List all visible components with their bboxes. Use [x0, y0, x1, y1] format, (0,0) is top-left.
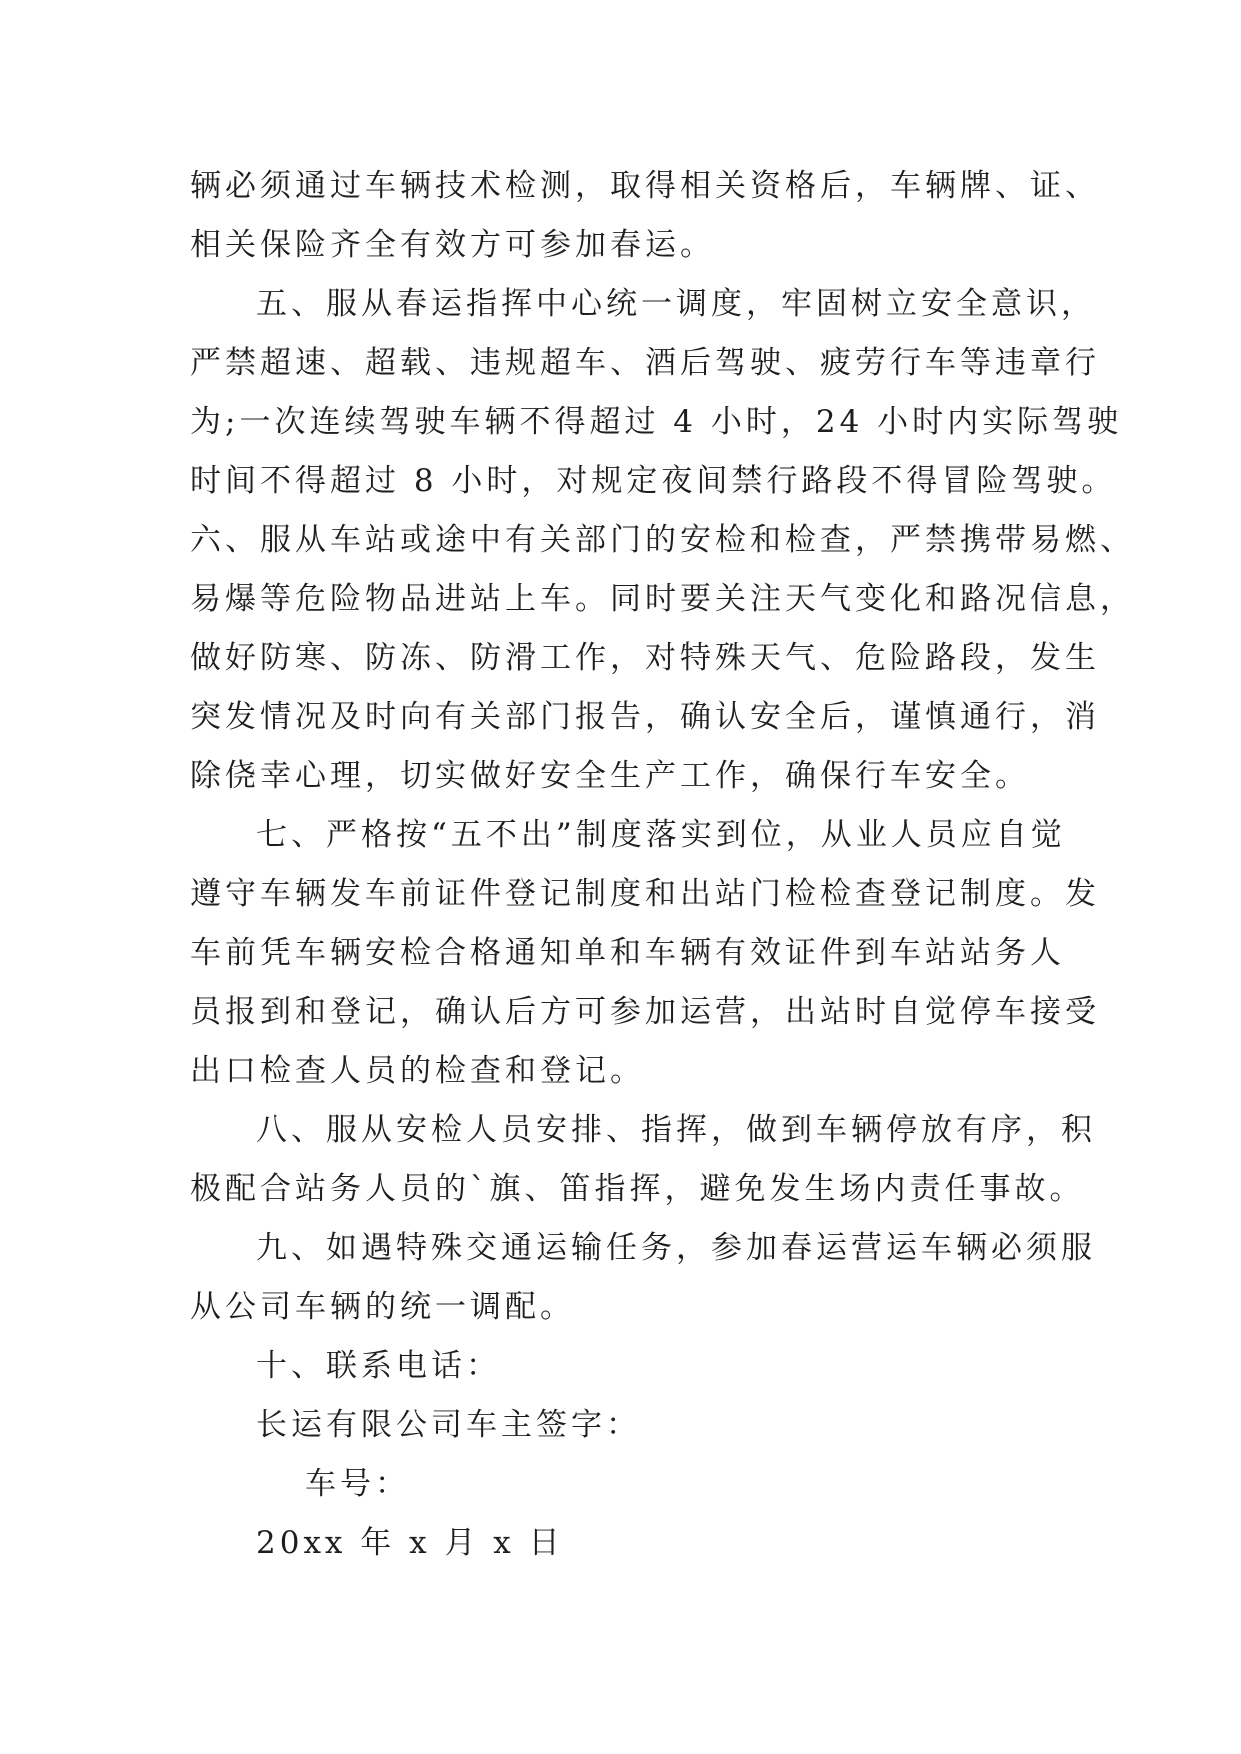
text-line: 六、服从车站或途中有关部门的安检和检查，严禁携带易燃、: [190, 522, 1135, 558]
text-line: 严禁超速、超载、违规超车、酒后驾驶、疲劳行车等违章行: [190, 345, 1100, 381]
text-line: 为;一次连续驾驶车辆不得超过 4 小时，24 小时内实际驾驶: [190, 404, 1123, 440]
text-line: 七、严格按“五不出”制度落实到位，从业人员应自觉: [256, 817, 1066, 853]
text-line: 员报到和登记，确认后方可参加运营，出站时自觉停车接受: [190, 994, 1100, 1030]
text-line: 五、服从春运指挥中心统一调度，牢固树立安全意识，: [256, 286, 1096, 322]
text-line: 九、如遇特殊交通运输任务，参加春运营运车辆必须服: [256, 1230, 1096, 1266]
document-body: [190, 157, 1135, 1573]
text-line: 20xx 年 x 月 x 日: [256, 1525, 564, 1561]
text-line: 遵守车辆发车前证件登记制度和出站门检检查登记制度。发: [190, 876, 1100, 912]
text-line: 长运有限公司车主签字：: [256, 1407, 641, 1443]
text-line: 八、服从安检人员安排、指挥，做到车辆停放有序，积: [256, 1112, 1096, 1148]
text-line: 极配合站务人员的`旗、笛指挥，避免发生场内责任事故。: [190, 1171, 1085, 1207]
text-line: 突发情况及时向有关部门报告，确认安全后，谨慎通行，消: [190, 699, 1100, 735]
text-line: 车号：: [305, 1466, 410, 1502]
text-line: 相关保险齐全有效方可参加春运。: [190, 227, 715, 263]
text-line: 出口检查人员的检查和登记。: [190, 1053, 645, 1089]
text-line: 车前凭车辆安检合格通知单和车辆有效证件到车站站务人: [190, 935, 1065, 971]
text-line: 做好防寒、防冻、防滑工作，对特殊天气、危险路段，发生: [190, 640, 1100, 676]
text-line: 易爆等危险物品进站上车。同时要关注天气变化和路况信息，: [190, 581, 1135, 617]
text-line: 十、联系电话：: [256, 1348, 501, 1384]
text-line: 除侥幸心理，切实做好安全生产工作，确保行车安全。: [190, 758, 1030, 794]
text-line: 时间不得超过 8 小时，对规定夜间禁行路段不得冒险驾驶。: [190, 463, 1117, 499]
text-line: 辆必须通过车辆技术检测，取得相关资格后，车辆牌、证、: [190, 168, 1100, 204]
text-line: 从公司车辆的统一调配。: [190, 1289, 575, 1325]
